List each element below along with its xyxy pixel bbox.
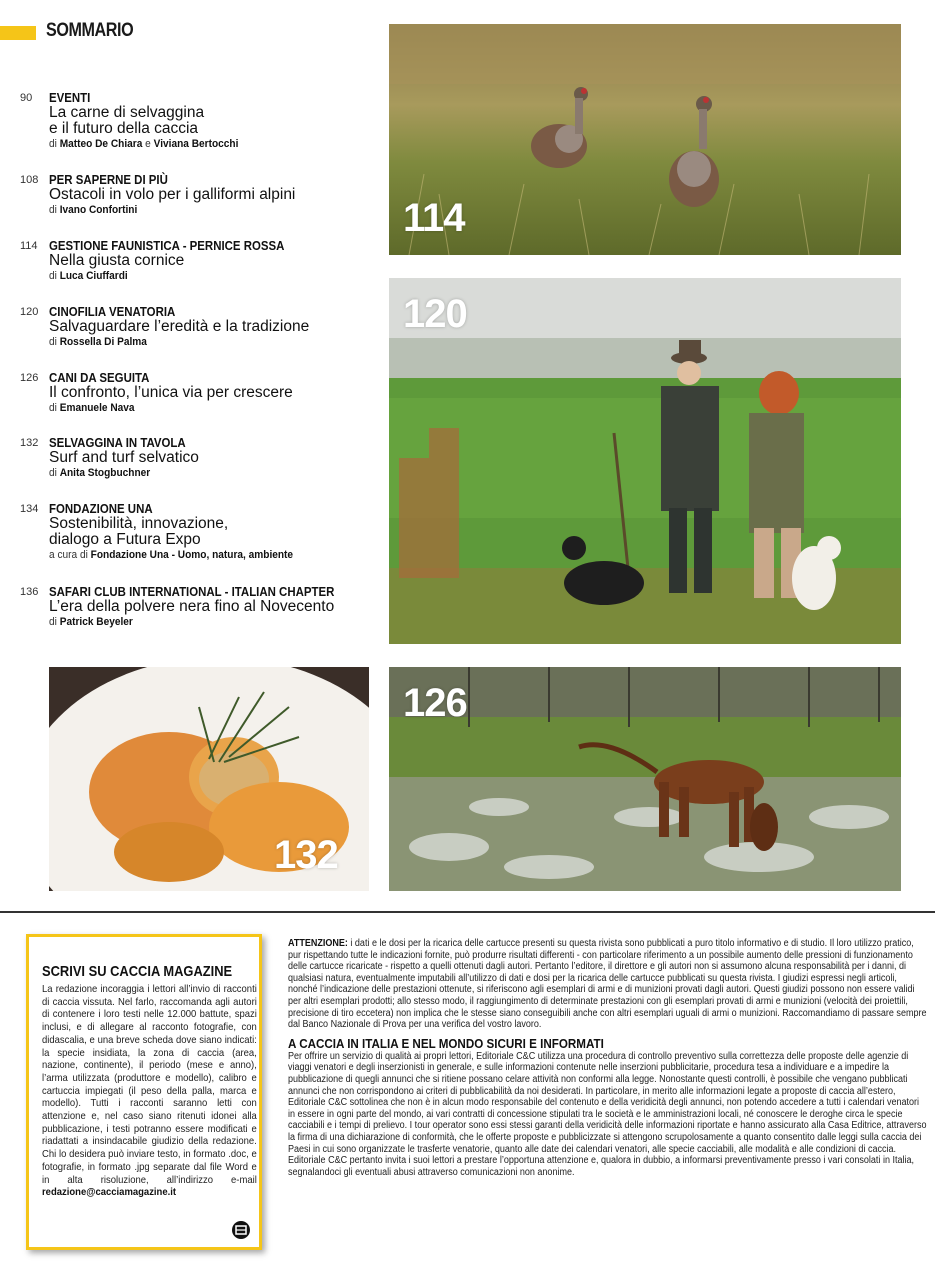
author-prefix: di <box>49 402 57 414</box>
photo-page-number: 114 <box>403 196 465 240</box>
notice-block <box>288 938 928 1178</box>
photo-food[interactable] <box>49 667 369 891</box>
toc-title-line: Nella giusta cornice <box>49 252 185 269</box>
toc-title-line: Il confronto, l’unica via per crescere <box>49 384 293 401</box>
author-prefix: di <box>49 204 57 216</box>
box-body: La redazione incoraggia i lettori all’invio di racconti di caccia vissuta. Nel farlo, raccomanda agli autori di contenere i loro testi nelle 12.000 battute, spazi inclusi, e di allegare al racconto fotografie, con didascalia, e una breve scheda dove siano indicati: la specie insidiata, la zona di caccia (area, nazione, continente), il periodo (mese e anno), l’arma utilizzata (produttore e modello), calibro e cartuccia impiegati (il peso della palla, marca e modello). Tutti i racconti saranno letti con attenzione e, nel caso siano ritenuti idonei alla pubblicazione, i testi potranno essere modificati e riadattati a insindacabile giudizio della redazione. Chi lo desidera può inviare testo, in formato .doc, e fotografie, in formato .jpg separate dal file Word e in alta risoluzione, all’indirizzo e-mail <box>42 984 257 1186</box>
notice-paragraph <box>288 938 928 1031</box>
toc-page-number: 120 <box>20 306 39 318</box>
notice-section-title: A CACCIA IN ITALIA E NEL MONDO SICURI E INFORMATI <box>288 1036 604 1051</box>
notice-label: ATTENZIONE: <box>288 938 348 949</box>
toc-page-number: 134 <box>20 503 39 515</box>
author-prefix: di <box>49 336 57 348</box>
toc-page-number: 108 <box>20 174 39 186</box>
author-prefix: di <box>49 270 57 282</box>
toc-page-number: 132 <box>20 437 39 449</box>
author-name: Viviana Bertocchi <box>153 138 239 150</box>
toc-author <box>49 137 238 152</box>
author-prefix: di <box>49 467 57 479</box>
toc-title-line: L’era della polvere nera fino al Novecento <box>49 598 335 615</box>
toc-section: GESTIONE FAUNISTICA - PERNICE ROSSA <box>49 238 285 253</box>
section-divider <box>0 911 935 913</box>
box-title: SCRIVI SU CACCIA MAGAZINE <box>42 963 233 980</box>
toc-title-line: dialogo a Futura Expo <box>49 531 201 548</box>
toc-author <box>49 615 347 630</box>
mail-icon <box>232 1221 250 1239</box>
author-joiner: e <box>145 138 151 150</box>
toc-section: PER SAPERNE DI PIÙ <box>49 172 168 187</box>
author-name: Anita Stogbuchner <box>59 467 151 479</box>
toc-page-number: 136 <box>20 586 39 598</box>
photo-partridges[interactable] <box>389 24 901 255</box>
toc-section: FONDAZIONE UNA <box>49 501 153 516</box>
notice-section-text: Per offrire un servizio di qualità ai propri lettori, Editoriale C&C utilizza una procedura di controllo preventivo sulla correttezza delle proposte delle agenzie di viaggi venatori e degli inserzionisti in generale, e sulle informazioni contenute nelle inserzioni pubblicitarie, procedura tesa a individuare e a impedire la pubblicazione di quegli annunci che si ritiene possano celare attività non conformi alla legge. Nonostante questi controlli, è possibile che vengano pubblicati annunci che non corrispondono ai criteri di pubblicabilità da noi desiderati. In particolare, in merito alle informazioni legate a proposte di caccia all’estero, Editoriale C&C sottolinea che non è in alcun modo responsabile del contenuto e della veridicità degli annunci, non potendo accedere a tutti i calendari venatori in essere in ogni parte del mondo, ai vari contratti di concessione stipulati tra le società e le amministrazioni locali, né conoscere le deroghe circa le specie cacciabili e i tempi di prelievo. I tour operator sono essi stessi garanti della veridicità delle informazioni riportate e hanno assicurato alla Casa Editrice, attraverso la firma di una dichiarazione di conformità, che le offerte proposte e pubblicizzate si attengono scrupolosamente a quanto consentito dalle leggi sulla caccia dei Paesi in cui sono organizzate le trasferte venatorie, quanto alle date dei calendari venatori, alle specie cacciabili, alle modalità e alle condizioni di caccia. Editoriale C&C pertanto invita i suoi lettori a prestare l’opportuna attenzione e, qualora in dubbio, a informarsi preventivamente presso i vari consolati in Italia, segnalandoci gli eventuali abusi attraverso comunicazioni non anonime. <box>288 1050 927 1178</box>
author-prefix: di <box>49 138 57 150</box>
author-prefix: di <box>49 616 57 628</box>
photo-hound[interactable] <box>389 667 901 891</box>
page-title: SOMMARIO <box>46 20 134 41</box>
toc-page-number: 90 <box>20 92 33 104</box>
header-accent-bar <box>0 26 36 40</box>
author-name: Ivano Confortini <box>59 204 138 216</box>
photo-page-number: 126 <box>403 681 467 725</box>
photo-hunters[interactable] <box>389 278 901 644</box>
toc-section: SELVAGGINA IN TAVOLA <box>49 435 186 450</box>
toc-title-line: La carne di selvaggina <box>49 104 205 121</box>
author-prefix: a cura di <box>49 549 88 561</box>
toc-author <box>49 335 288 350</box>
author-name: Matteo De Chiara <box>59 138 143 150</box>
write-to-us-box <box>26 934 262 1250</box>
toc-author <box>49 269 295 284</box>
author-name: Emanuele Nava <box>59 402 135 414</box>
toc-page-number: 114 <box>20 240 38 252</box>
photo-page-number: 132 <box>274 833 338 877</box>
author-name: Luca Ciuffardi <box>59 270 128 282</box>
toc-author <box>49 466 192 481</box>
notice-text: i dati e le dosi per la ricarica delle cartucce presenti su questa rivista sono pubblicati a puro titolo informativo e di studio. Il loro utilizzo pratico, pur rispettando tutte le indicazioni fornite, può produrre risultati differenti - con particolare riferimento a un possibile aumento delle pressioni di funzionamento delle cartucce ricaricate - rispetto a quelli ottenuti dagli autori. Pertanto l’editore, il direttore e gli autori non si assumono alcuna responsabilità per i danni, di qualsiasi natura, eventualmente imputabili all’utilizzo di dati e dosi per la ricarica delle cartucce pubblicati su questa rivista. I giudizi espressi negli articoli, nonché l’indicazione delle prestazioni ottenute, si riferiscono agli esemplari di armi e di munizioni provati dagli autori. Questi giudizi possono non essere validi per altri esemplari prodotti; allo stesso modo, il raggiungimento di determinate prestazioni con gli esemplari provati di armi e munizioni (velocità dei proiettili, precisione di tiro eccetera) non implica che le stesse siano conseguibili anche con altri esemplari uguali di armi o munizioni. Raccomandiamo di passare sempre dal Banco Nazionale di Prova per una verifica del vostro lavoro. <box>288 938 927 1031</box>
toc-title-line: Sostenibilità, innovazione, <box>49 515 229 532</box>
toc-section: SAFARI CLUB INTERNATIONAL - ITALIAN CHAPTER <box>49 584 335 599</box>
author-name: Rossella Di Palma <box>59 336 147 348</box>
toc-title-line: Salvaguardare l’eredità e la tradizione <box>49 318 310 335</box>
toc-author <box>49 548 293 563</box>
photo-page-number: 120 <box>403 292 467 336</box>
toc-author <box>49 401 273 416</box>
box-text <box>42 984 257 1200</box>
author-name: Fondazione Una - Uomo, natura, ambiente <box>90 549 294 561</box>
toc-title-line: e il futuro della caccia <box>49 120 199 137</box>
author-name: Patrick Beyeler <box>59 616 133 628</box>
toc-title-line: Surf and turf selvatico <box>49 449 199 466</box>
toc-author <box>49 203 276 218</box>
toc-title-line: Ostacoli in volo per i galliformi alpini <box>49 186 296 203</box>
partridges-illustration <box>389 24 901 255</box>
toc-section: CINOFILIA VENATORIA <box>49 304 176 319</box>
email-link[interactable]: redazione@cacciamagazine.it <box>42 1187 177 1199</box>
toc-section: EVENTI <box>49 90 91 105</box>
toc-page-number: 126 <box>20 372 39 384</box>
toc-section: CANI DA SEGUITA <box>49 370 150 385</box>
